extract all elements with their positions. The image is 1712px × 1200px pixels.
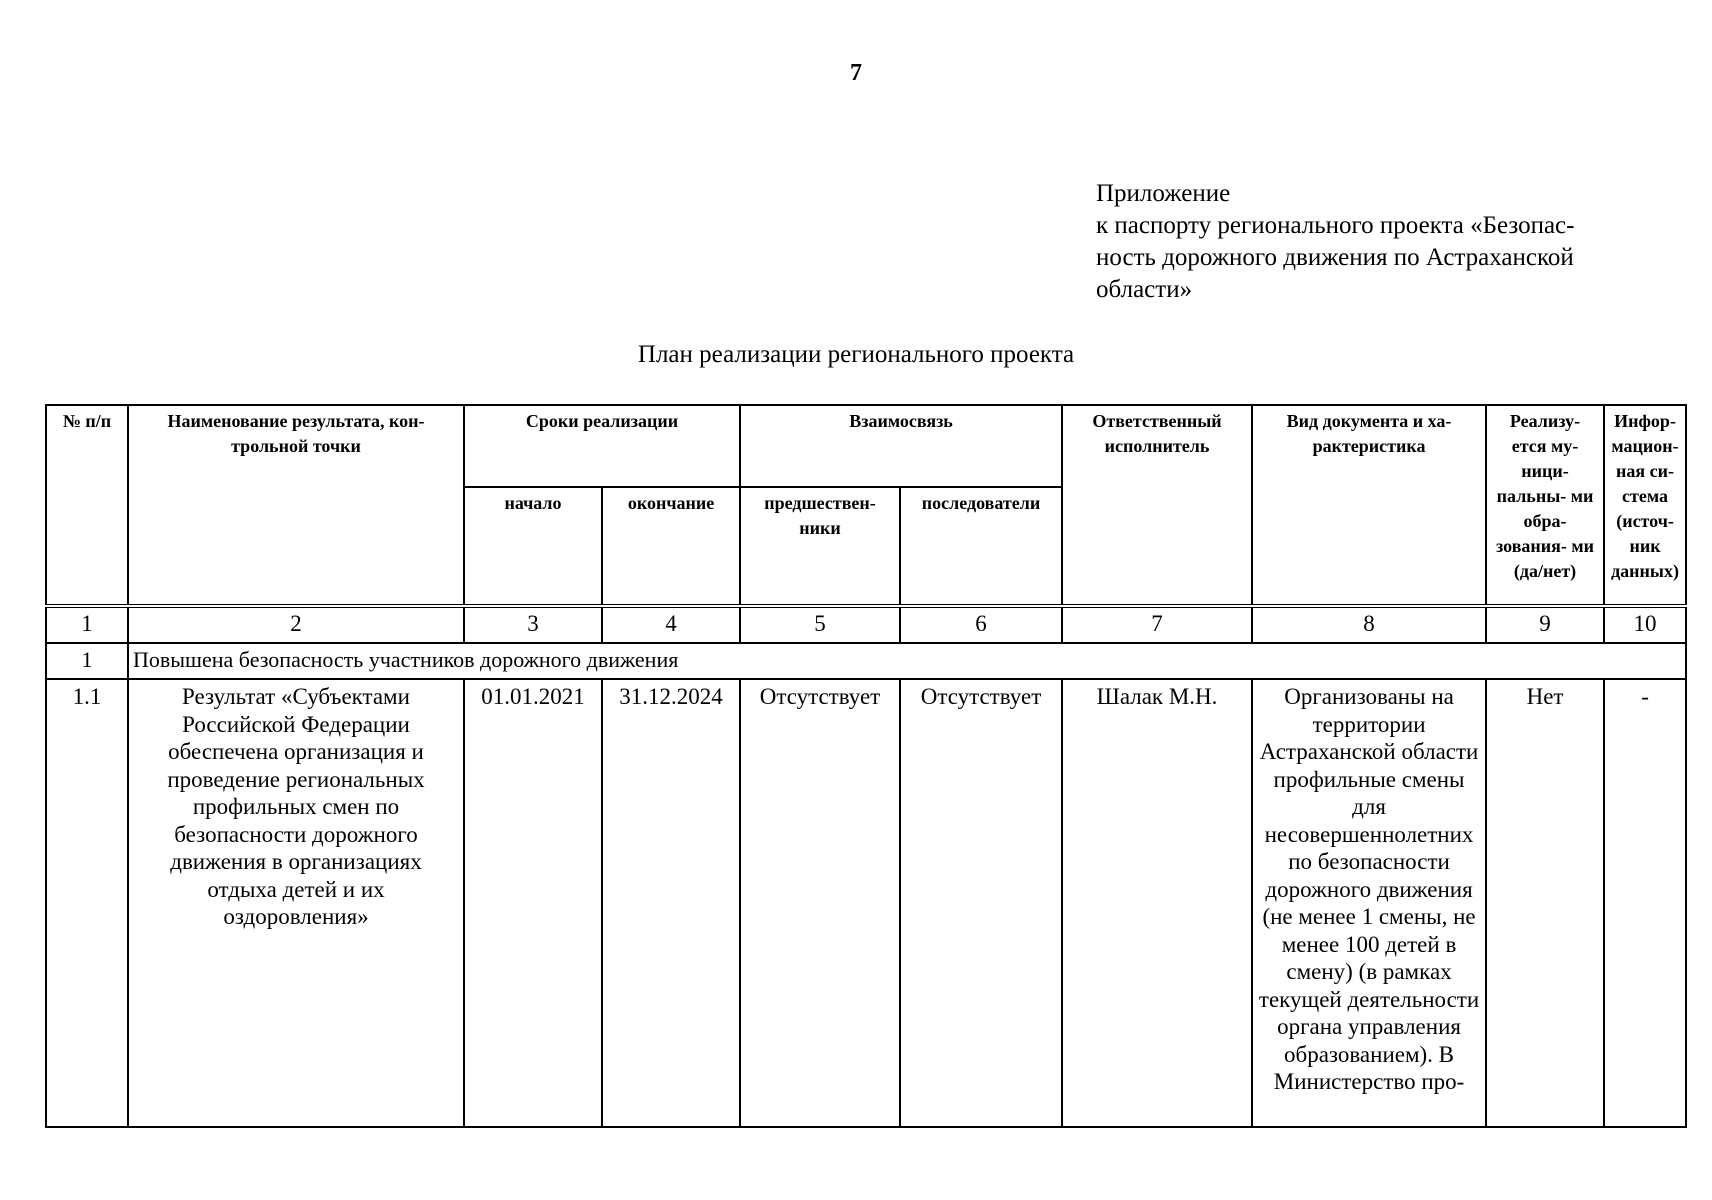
result-name: Результат «Субъектами Российской Федерации обеспечена организация и проведение региональных профильных смен по безопасности дорожного движения в организациях отдыха детей и их оздоровления» — [128, 679, 464, 1127]
column-number: 1 — [46, 606, 128, 643]
column-number-row — [46, 606, 1686, 643]
column-number: 2 — [128, 606, 464, 643]
column-number: 4 — [602, 606, 740, 643]
header-predecessors: предшествен- ники — [740, 487, 900, 606]
column-number: 3 — [464, 606, 602, 643]
plan-table — [45, 404, 1687, 1128]
row-number: 1.1 — [46, 679, 128, 1127]
municipal-value: Нет — [1486, 679, 1604, 1127]
column-number: 8 — [1252, 606, 1486, 643]
section-title: Повышена безопасность участников дорожного движения — [128, 643, 1686, 679]
appendix-line-2: ность дорожного движения по Астраханской — [1096, 244, 1574, 271]
header-relation: Взаимосвязь — [740, 405, 1062, 487]
table-row — [46, 679, 1686, 1127]
plan-title: План реализации регионального проекта — [637, 341, 1075, 368]
page-number: 7 — [850, 60, 862, 86]
header-document: Вид документа и ха- рактеристика — [1252, 405, 1486, 606]
header-end: окончание — [602, 487, 740, 606]
appendix-line-3: области» — [1096, 276, 1193, 303]
successors-value: Отсутствует — [900, 679, 1062, 1127]
section-row — [46, 643, 1686, 679]
column-number: 6 — [900, 606, 1062, 643]
column-number: 5 — [740, 606, 900, 643]
responsible-value: Шалак М.Н. — [1062, 679, 1252, 1127]
header-responsible: Ответственный исполнитель — [1062, 405, 1252, 606]
column-number: 9 — [1486, 606, 1604, 643]
header-row-1 — [46, 405, 1686, 487]
predecessors-value: Отсутствует — [740, 679, 900, 1127]
header-municipal: Реализу- ется му- ници- пальны- ми обра- зования- ми (да/нет) — [1486, 405, 1604, 606]
appendix-block — [1096, 178, 1666, 306]
end-date: 31.12.2024 — [602, 679, 740, 1127]
header-terms: Сроки реализации — [464, 405, 740, 487]
column-number: 7 — [1062, 606, 1252, 643]
start-date: 01.01.2021 — [464, 679, 602, 1127]
header-name: Наименование результата, кон- трольной точки — [128, 405, 464, 606]
header-info-system: Инфор- мацион- ная си- стема (источ- ник данных) — [1604, 405, 1686, 606]
column-number: 10 — [1604, 606, 1686, 643]
header-num: № п/п — [46, 405, 128, 606]
header-successors: последователи — [900, 487, 1062, 606]
appendix-title: Приложение — [1096, 180, 1231, 207]
section-number: 1 — [46, 643, 128, 679]
info-system-value: - — [1604, 679, 1686, 1127]
appendix-line-1: к паспорту регионального проекта «Безопас- — [1096, 212, 1575, 239]
document-description: Организованы на территории Астраханской области профильные смены для несовершеннолетних по безопасности дорожного движения (не менее 1 смены, не менее 100 детей в смену) (в рамках текущей деятельности органа управления образованием). В Министерство про- — [1252, 679, 1486, 1127]
header-start: начало — [464, 487, 602, 606]
